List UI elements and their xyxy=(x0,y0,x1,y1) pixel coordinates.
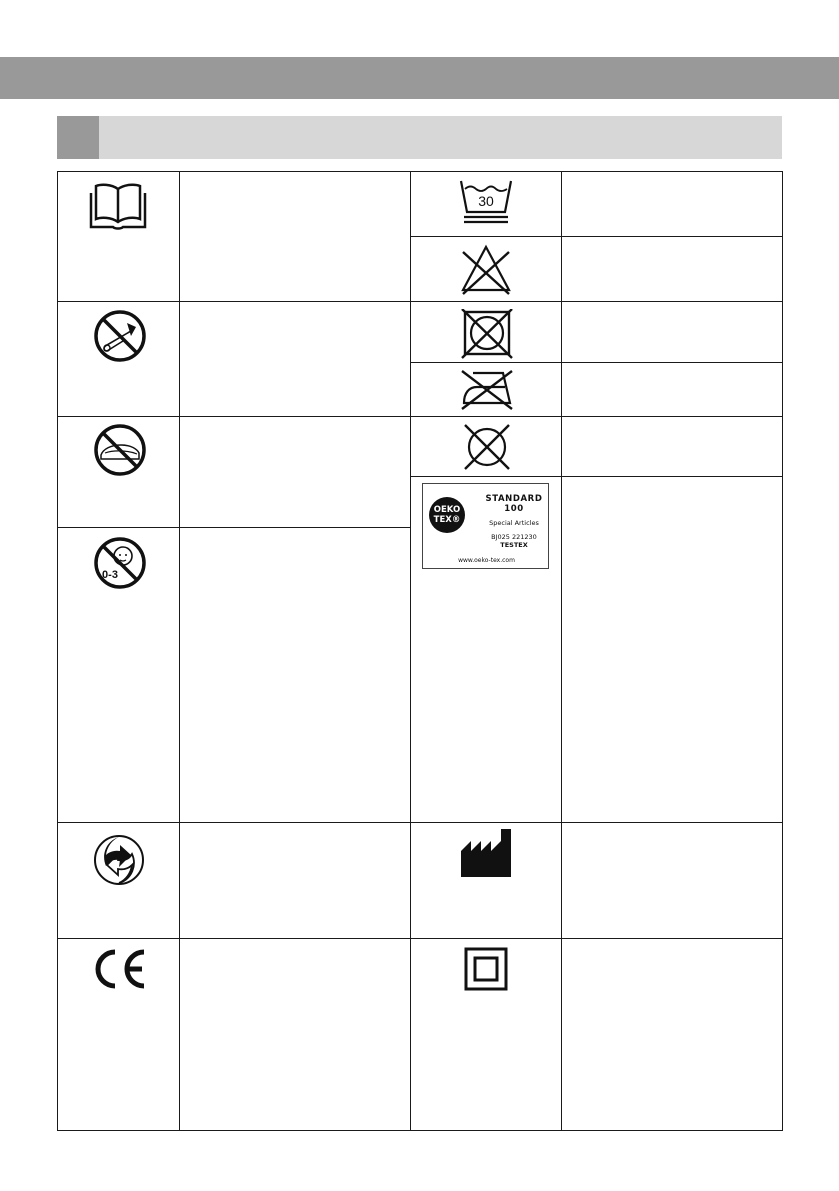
table-cell xyxy=(179,938,411,1131)
green-dot-recycling-icon xyxy=(92,833,146,887)
table-cell xyxy=(561,236,783,302)
do-not-dry-clean-icon xyxy=(461,423,513,471)
do-not-tumble-dry-icon xyxy=(460,309,514,359)
wash-30-gentle-icon xyxy=(458,178,514,224)
oeko-standard: STANDARD xyxy=(485,494,543,504)
oeko-category: Special Articles xyxy=(489,519,539,527)
table-cell xyxy=(561,416,783,477)
small-parts-warning-icon xyxy=(93,309,147,363)
oeko-institute: TESTEX xyxy=(500,541,528,549)
oeko-tex-label xyxy=(422,483,549,569)
table-cell xyxy=(561,362,783,417)
protection-class-ii-icon xyxy=(464,947,508,991)
table-cell xyxy=(179,301,411,417)
no-blanket-cover-icon xyxy=(93,423,147,477)
table-cell xyxy=(179,416,411,528)
table-cell xyxy=(561,822,783,939)
oeko-tex-logo: OEKO TEX® xyxy=(429,497,465,533)
ce-mark-icon xyxy=(90,948,148,990)
table-cell xyxy=(561,938,783,1131)
table-cell xyxy=(561,171,783,237)
table-cell xyxy=(179,527,411,823)
oeko-url: www.oeko-tex.com xyxy=(458,557,515,564)
table-cell xyxy=(179,822,411,939)
oeko-number: 100 xyxy=(504,504,524,514)
svg-text:30: 30 xyxy=(478,193,494,209)
read-manual-icon xyxy=(89,181,147,231)
do-not-bleach-icon xyxy=(459,244,513,296)
oeko-certificate: BJ025 221230 xyxy=(491,533,537,541)
svg-text:0-3: 0-3 xyxy=(102,569,118,581)
table-cell xyxy=(561,301,783,363)
not-for-children-0-3-icon xyxy=(93,536,147,590)
table-cell xyxy=(179,171,411,302)
table-cell xyxy=(561,476,783,823)
do-not-iron-icon xyxy=(459,367,515,411)
manufacturer-icon xyxy=(461,829,513,879)
